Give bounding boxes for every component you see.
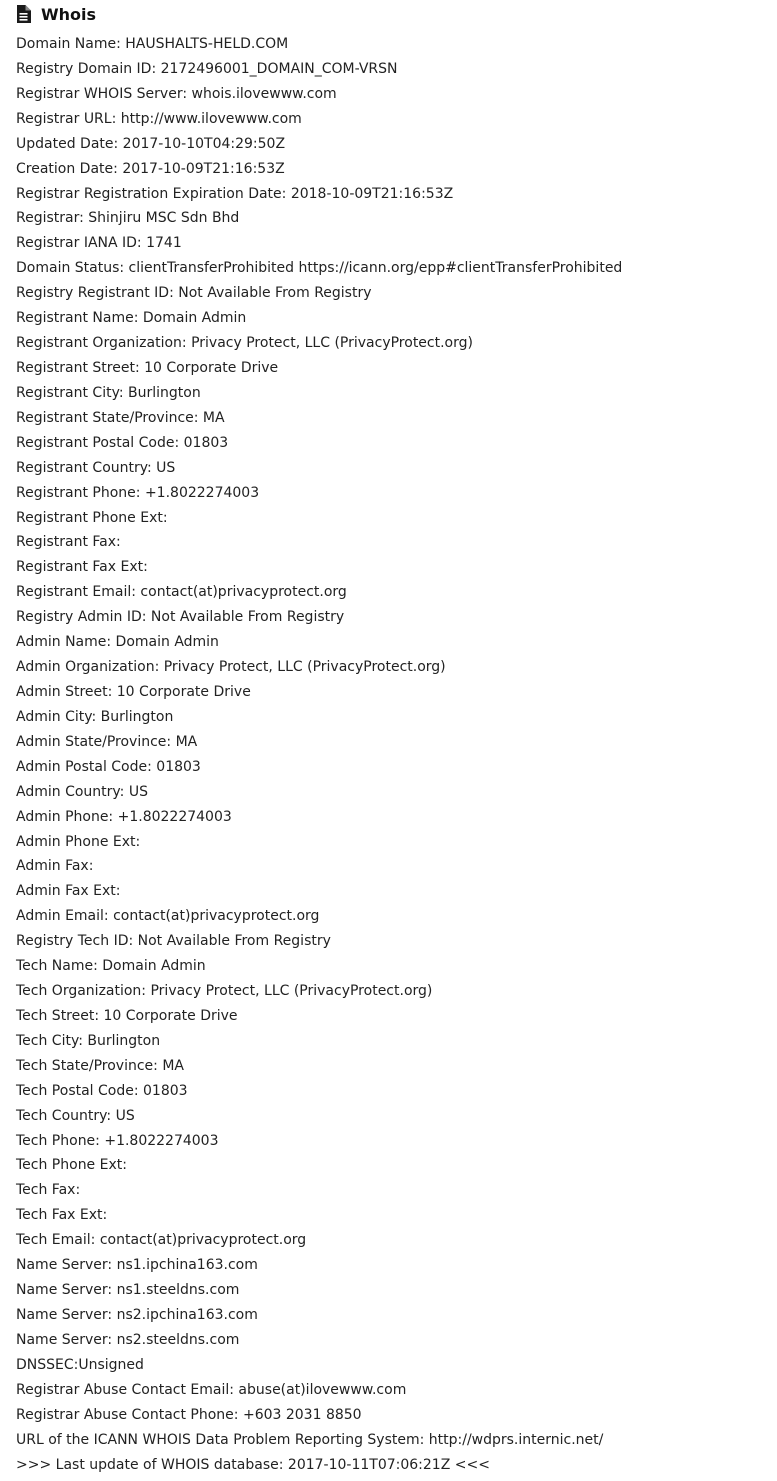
whois-record-line: Tech Phone: +1.8022274003: [16, 1132, 219, 1149]
whois-record-line: Registry Admin ID: Not Available From Registry: [16, 609, 345, 626]
whois-record-line: Registrar IANA ID: 1741: [16, 235, 182, 252]
whois-record-line: Tech State/Province: MA: [16, 1057, 184, 1074]
whois-record-line: Domain Name: HAUSHALTS-HELD.COM: [16, 36, 289, 52]
whois-record-line: Admin City: Burlington: [16, 708, 174, 725]
whois-record-line: Admin Postal Code: 01803: [16, 758, 201, 775]
whois-record-line: Registrant Name: Domain Admin: [16, 310, 247, 327]
whois-record-line: >>> Last update of WHOIS database: 2017-10-11T07:06:21Z <<<: [16, 1456, 490, 1473]
whois-record-line: Admin Phone Ext:: [16, 833, 141, 850]
whois-record-line: Tech Phone Ext:: [16, 1157, 127, 1174]
whois-record-line: Tech Email: contact(at)privacyprotect.org: [16, 1232, 307, 1249]
whois-record-line: Tech Fax Ext:: [16, 1207, 108, 1224]
whois-record-line: Registrar Abuse Contact Email: abuse(at)ilovewww.com: [16, 1381, 407, 1398]
whois-record-line: Admin Email: contact(at)privacyprotect.org: [16, 908, 320, 925]
whois-record-line: Admin Fax Ext:: [16, 883, 121, 900]
whois-record-line: Registrant Postal Code: 01803: [16, 434, 229, 451]
whois-record-line: Registrar Registration Expiration Date: 2018-10-09T21:16:53Z: [16, 185, 454, 202]
page-title: Whois: [41, 4, 97, 24]
whois-record-line: Tech Country: US: [16, 1107, 135, 1124]
whois-record-line: Admin State/Province: MA: [16, 733, 198, 750]
whois-record-line: Admin Street: 10 Corporate Drive: [16, 683, 251, 700]
whois-record-line: Tech Name: Domain Admin: [16, 958, 206, 975]
whois-record-line: Registrar Abuse Contact Phone: +603 2031 8850: [16, 1406, 362, 1423]
whois-record-line: Admin Organization: Privacy Protect, LLC (PrivacyProtect.org): [16, 659, 446, 676]
whois-record-line: Registrant Country: US: [16, 459, 176, 476]
whois-record-line: Registry Tech ID: Not Available From Registry: [16, 933, 331, 950]
whois-record-line: Registrant Phone: +1.8022274003: [16, 484, 260, 501]
whois-record-line: DNSSEC:Unsigned: [16, 1356, 144, 1373]
whois-record-line: Tech Postal Code: 01803: [16, 1082, 188, 1099]
whois-record-line: Creation Date: 2017-10-09T21:16:53Z: [16, 160, 285, 177]
whois-record-line: Tech Fax:: [16, 1182, 81, 1199]
whois-record-line: Admin Country: US: [16, 783, 148, 800]
whois-record-line: Registrant Phone Ext:: [16, 509, 168, 526]
whois-record-line: Registry Registrant ID: Not Available From Registry: [16, 285, 372, 302]
whois-record-line: Registrant Fax Ext:: [16, 559, 148, 576]
whois-record-line: Registrant Fax:: [16, 534, 121, 551]
whois-record-line: URL of the ICANN WHOIS Data Problem Reporting System: http://wdprs.internic.net/: [16, 1431, 604, 1448]
whois-record-line: Tech Street: 10 Corporate Drive: [16, 1007, 238, 1024]
whois-record-line: Registrant Organization: Privacy Protect, LLC (PrivacyProtect.org): [16, 335, 473, 352]
whois-record-line: Registrant Street: 10 Corporate Drive: [16, 359, 279, 376]
document-icon: [16, 5, 31, 23]
whois-record-line: Tech City: Burlington: [16, 1032, 161, 1049]
whois-record-line: Name Server: ns2.steeldns.com: [16, 1331, 240, 1348]
whois-record-list: [16, 32, 622, 1477]
whois-record-line: Name Server: ns1.ipchina163.com: [16, 1257, 258, 1274]
whois-record-line: Updated Date: 2017-10-10T04:29:50Z: [16, 135, 286, 152]
whois-record-line: Name Server: ns2.ipchina163.com: [16, 1307, 258, 1324]
whois-record-line: Admin Fax:: [16, 858, 94, 875]
whois-record-line: Name Server: ns1.steeldns.com: [16, 1282, 240, 1299]
whois-record-line: Tech Organization: Privacy Protect, LLC (PrivacyProtect.org): [16, 983, 433, 1000]
whois-record-line: Registrar: Shinjiru MSC Sdn Bhd: [16, 210, 240, 227]
whois-record-line: Admin Name: Domain Admin: [16, 634, 219, 651]
whois-record-line: Registry Domain ID: 2172496001_DOMAIN_COM-VRSN: [16, 60, 398, 77]
whois-record-line: Domain Status: clientTransferProhibited https://icann.org/epp#clientTransferProhibited: [16, 260, 623, 277]
whois-record-line: Registrant State/Province: MA: [16, 409, 225, 426]
whois-record-line: Registrar URL: http://www.ilovewww.com: [16, 110, 302, 127]
whois-record-line: Admin Phone: +1.8022274003: [16, 808, 232, 825]
whois-header: [16, 2, 96, 26]
whois-record-line: Registrant Email: contact(at)privacyprotect.org: [16, 584, 347, 601]
whois-record-line: Registrar WHOIS Server: whois.ilovewww.com: [16, 85, 337, 102]
whois-record-line: Registrant City: Burlington: [16, 384, 201, 401]
